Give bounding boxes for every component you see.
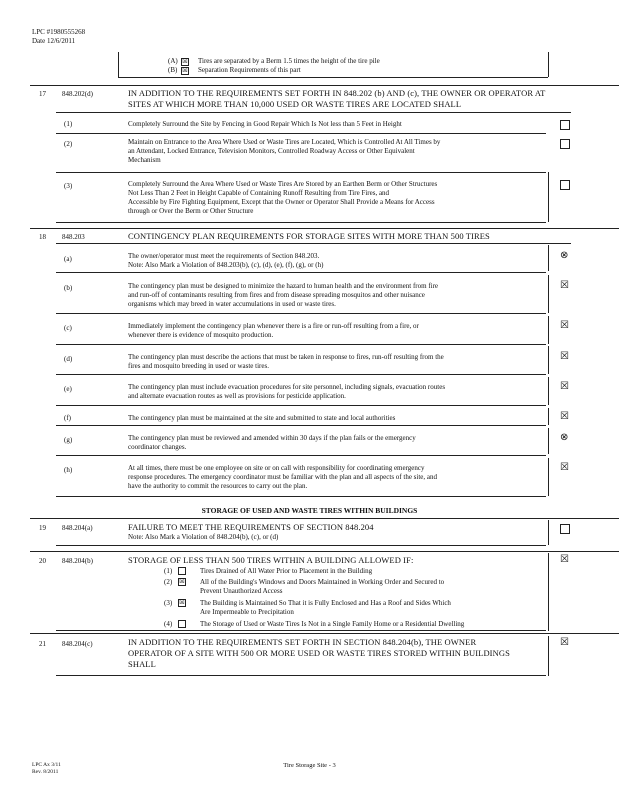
rule bbox=[56, 243, 571, 244]
item-label: (b) bbox=[64, 284, 73, 292]
item-text: The owner/operator must meet the requirements of Section 848.203. bbox=[128, 252, 320, 260]
lpc-number: LPC #1980555268 bbox=[32, 28, 86, 36]
section-ref: 848.204(a) bbox=[62, 524, 93, 532]
divider bbox=[548, 408, 549, 425]
divider bbox=[548, 428, 549, 454]
checkbox[interactable] bbox=[560, 120, 570, 130]
item-label: (3) bbox=[64, 182, 73, 190]
item-text: Prevent Unauthorized Access bbox=[200, 587, 283, 595]
divider bbox=[548, 553, 549, 631]
item-text: Completely Surround the Site by Fencing in Good Repair Which Is Not less than 5 Feet in Height bbox=[128, 120, 402, 128]
item-label: (1) bbox=[64, 120, 73, 128]
inspection-date: Date 12/6/2011 bbox=[32, 37, 76, 45]
section-number: 21 bbox=[39, 640, 46, 648]
section-text: IN ADDITION TO THE REQUIREMENTS SET FORTH IN 848.202 (b) AND (c), THE OWNER OR OPERATOR AT bbox=[128, 88, 546, 98]
checkbox[interactable]: ☒ bbox=[560, 462, 569, 473]
rule bbox=[56, 425, 546, 426]
section-text: STORAGE OF LESS THAN 500 TIRES WITHIN A BUILDING ALLOWED IF: bbox=[128, 555, 414, 565]
rule bbox=[56, 222, 546, 223]
item-label: (B) bbox=[168, 66, 178, 74]
item-label: (c) bbox=[64, 324, 72, 332]
checkbox[interactable] bbox=[560, 139, 570, 149]
divider bbox=[548, 377, 549, 405]
rule bbox=[56, 344, 546, 345]
item-text: Not Less Than 2 Feet in Height Capable of Containing Runoff Resulting from Tire Fires, and bbox=[128, 189, 390, 197]
checkbox[interactable]: ☒ bbox=[182, 67, 188, 74]
checkbox[interactable]: ⊗ bbox=[560, 432, 569, 443]
rule bbox=[56, 272, 546, 273]
divider bbox=[548, 346, 549, 374]
rule bbox=[56, 630, 546, 631]
item-text: The contingency plan must include evacuation procedures for site personnel, including signals, evacuation routes bbox=[128, 383, 446, 391]
rule bbox=[56, 496, 546, 497]
rule bbox=[56, 405, 546, 406]
divider bbox=[548, 275, 549, 313]
checkbox[interactable] bbox=[560, 524, 570, 534]
item-text: fires and mosquito breeding in used or waste tires. bbox=[128, 362, 269, 370]
item-text: Tires are separated by a Berm 1.5 times the height of the tire pile bbox=[198, 57, 380, 65]
item-text: The contingency plan must be designed to minimize the hazard to human health and the environment from fire bbox=[128, 282, 439, 290]
item-text: and run-off of contaminants resulting from fires and from disease spreading mosquitos and other nuisance bbox=[128, 291, 425, 299]
checkbox[interactable]: ☒ bbox=[179, 578, 185, 585]
item-text: The contingency plan must be maintained at the site and submitted to state and local authorities bbox=[128, 414, 396, 422]
divider bbox=[548, 636, 549, 676]
section-number: 17 bbox=[39, 90, 46, 98]
item-text: Immediately implement the contingency plan whenever there is a fire or run-off resulting from a fire, or bbox=[128, 322, 419, 330]
item-text: organisms which may breed in water accumulations in used or waste tires. bbox=[128, 300, 336, 308]
section-text: SHALL bbox=[128, 659, 156, 669]
checkbox[interactable] bbox=[178, 567, 186, 575]
section-text: FAILURE TO MEET THE REQUIREMENTS OF SECTION 848.204 bbox=[128, 522, 374, 532]
checkbox[interactable]: ☒ bbox=[182, 58, 188, 65]
item-text: and alternate evacuation routes as well as provisions for pesticide application. bbox=[128, 392, 346, 400]
item-text: Accessible by Fire Fighting Equipment, Except that the Owner or Operator Shall Provide a Means for Access bbox=[128, 198, 435, 206]
item-label: (a) bbox=[64, 255, 72, 263]
rule bbox=[30, 518, 619, 519]
rule bbox=[56, 545, 546, 546]
rule bbox=[56, 374, 546, 375]
item-text: Maintain on Entrance to the Area Where Used or Waste Tires are Located, Which is Controlled At All Times by bbox=[128, 138, 441, 146]
item-text: an Attendant, Locked Entrance, Television Monitors, Controlled Roadway Access or Other Equivalent bbox=[128, 147, 415, 155]
rule bbox=[56, 133, 546, 134]
section-number: 18 bbox=[39, 233, 46, 241]
section-note: Note: Also Mark a Violation of 848.204(b), (c), or (d) bbox=[128, 533, 279, 541]
checkbox[interactable]: ☒ bbox=[560, 381, 569, 392]
form-rev: Rev. 8/2011 bbox=[32, 769, 59, 775]
checkbox[interactable]: ☒ bbox=[560, 280, 569, 291]
item-text: response procedures. The emergency coordinator must be familiar with the plan and all aspects of the site, and bbox=[128, 473, 438, 481]
rule bbox=[56, 313, 546, 314]
item-label: (A) bbox=[168, 57, 178, 65]
section-text: CONTINGENCY PLAN REQUIREMENTS FOR STORAGE SITES WITH MORE THAN 500 TIRES bbox=[128, 231, 490, 241]
item-label: (e) bbox=[64, 385, 72, 393]
section-text: IN ADDITION TO THE REQUIREMENTS SET FORTH IN SECTION 848.204(b), THE OWNER bbox=[128, 637, 477, 647]
section-ref: 848.204(c) bbox=[62, 640, 93, 648]
checkbox[interactable]: ☒ bbox=[560, 320, 569, 331]
form-id: LPC Ax 3/11 bbox=[32, 762, 61, 768]
divider bbox=[548, 316, 549, 344]
item-text: Are Impermeable to Precipitation bbox=[200, 608, 294, 616]
item-label: (g) bbox=[64, 436, 73, 444]
rule bbox=[30, 85, 619, 86]
rule bbox=[30, 633, 619, 634]
item-text: The Storage of Used or Waste Tires Is Not in a Single Family Home or a Residential Dwelling bbox=[200, 620, 465, 628]
item-label: (2) bbox=[64, 140, 73, 148]
checkbox[interactable]: ☒ bbox=[560, 411, 569, 422]
divider bbox=[548, 458, 549, 496]
rule bbox=[56, 675, 546, 676]
item-text: At all times, there must be one employee on site or on call with responsibility for coordinating emergency bbox=[128, 464, 425, 472]
item-label: (1) bbox=[164, 567, 173, 575]
item-text: The contingency plan must be reviewed and amended within 30 days if the plan fails or the emergency bbox=[128, 434, 416, 442]
rule bbox=[56, 455, 546, 456]
checkbox[interactable]: ⊗ bbox=[560, 250, 569, 261]
rule bbox=[56, 112, 571, 113]
section-ref: 848.202(d) bbox=[62, 90, 93, 98]
divider bbox=[548, 52, 549, 77]
item-text: All of the Building's Windows and Doors Maintained in Working Order and Secured to bbox=[200, 578, 445, 586]
item-label: (2) bbox=[164, 578, 173, 586]
item-text: Separation Requirements of this part bbox=[198, 66, 301, 74]
page-footer: Tire Storage Site - 3 bbox=[283, 762, 336, 769]
item-text: whenever there is evidence of mosquito production. bbox=[128, 331, 274, 339]
section-text: SITES AT WHICH MORE THAN 10,000 USED OR WASTE TIRES ARE LOCATED SHALL bbox=[128, 99, 462, 109]
item-text: The Building is Maintained So That it is Fully Enclosed and Has a Roof and Sides Which bbox=[200, 599, 451, 607]
item-text: Mechanism bbox=[128, 156, 161, 164]
item-text: Note: Also Mark a Violation of 848.203(b), (c), (d), (e), (f), (g), or (h) bbox=[128, 261, 324, 269]
checkbox[interactable] bbox=[560, 180, 570, 190]
item-text: through or Over the Berm or Other Structure bbox=[128, 207, 254, 215]
rule bbox=[30, 228, 619, 229]
item-label: (3) bbox=[164, 599, 173, 607]
checkbox[interactable]: ☒ bbox=[560, 351, 569, 362]
checkbox[interactable] bbox=[178, 620, 186, 628]
item-label: (d) bbox=[64, 355, 73, 363]
item-label: (f) bbox=[64, 414, 71, 422]
divider bbox=[548, 520, 549, 545]
section-text: OPERATOR OF A SITE WITH 500 OR MORE USED OR WASTE TIRES STORED WITHIN BUILDINGS bbox=[128, 648, 510, 658]
item-text: Tires Drained of All Water Prior to Placement in the Building bbox=[200, 567, 373, 575]
divider bbox=[548, 172, 549, 222]
item-label: (h) bbox=[64, 466, 73, 474]
item-text: have the authority to commit the resources to carry out the plan. bbox=[128, 482, 308, 490]
rule bbox=[118, 77, 548, 78]
rule bbox=[56, 172, 546, 173]
item-text: The contingency plan must describe the actions that must be taken in response to fires, run-off resulting from the bbox=[128, 353, 444, 361]
item-text: Completely Surround the Area Where Used or Waste Tires Are Stored by an Earthen Berm or Other Structures bbox=[128, 180, 438, 188]
section-number: 19 bbox=[39, 524, 46, 532]
section-ref: 848.204(b) bbox=[62, 557, 93, 565]
rule bbox=[30, 551, 619, 552]
checkbox[interactable]: ☒ bbox=[560, 637, 569, 648]
item-label: (4) bbox=[164, 620, 173, 628]
divider bbox=[118, 52, 119, 77]
section-title: STORAGE OF USED AND WASTE TIRES WITHIN BUILDINGS bbox=[201, 506, 418, 515]
checkbox[interactable]: ☒ bbox=[560, 554, 569, 565]
section-ref: 848.203 bbox=[62, 233, 85, 241]
checkbox[interactable]: ☒ bbox=[179, 599, 185, 606]
section-number: 20 bbox=[39, 557, 46, 565]
item-text: coordinator changes. bbox=[128, 443, 187, 451]
divider bbox=[548, 245, 549, 271]
